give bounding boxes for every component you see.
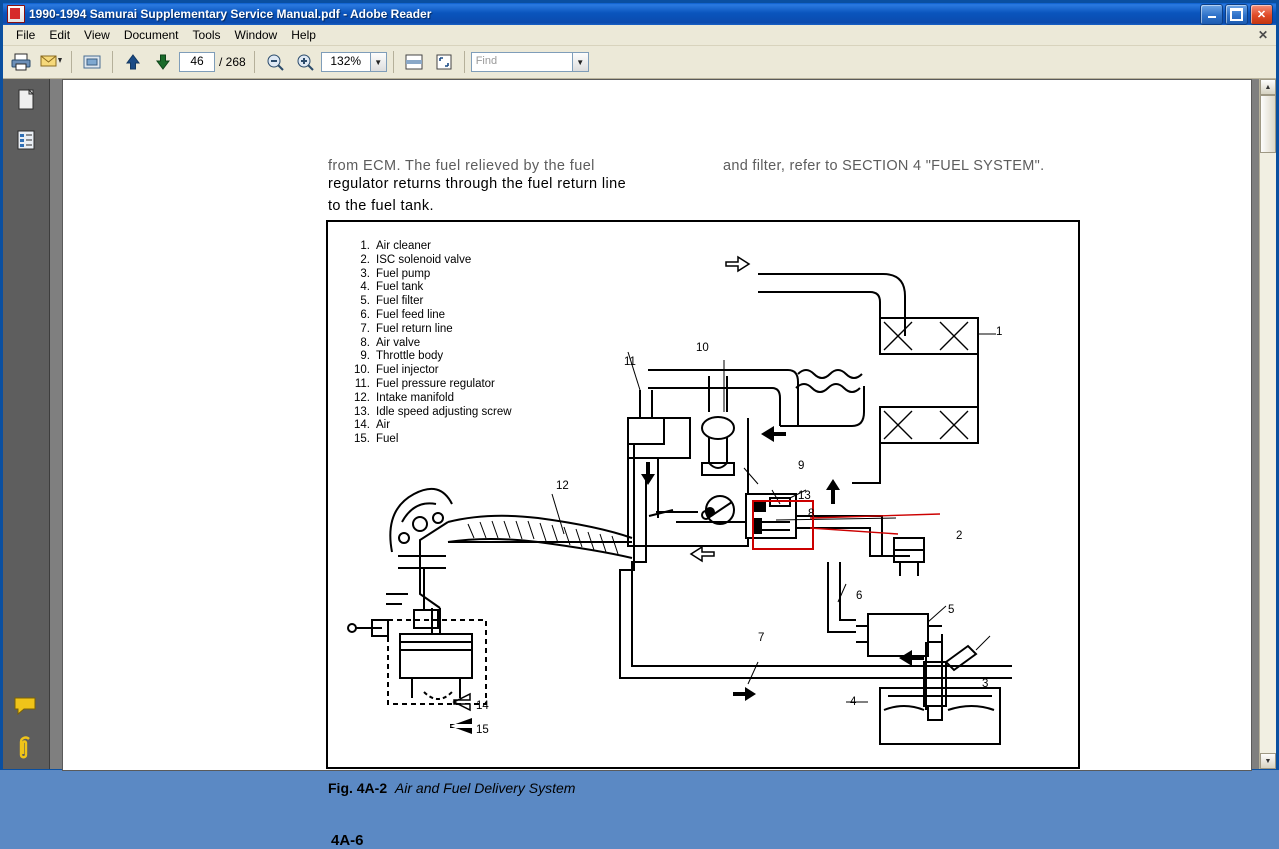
paragraph-line-2: regulator returns through the fuel return line (328, 176, 627, 192)
printer-icon (10, 52, 32, 72)
zoom-out-button[interactable] (261, 48, 289, 76)
callout-3: 3 (982, 678, 989, 690)
toolbar-separator-5 (464, 51, 465, 73)
comments-panel-button[interactable] (13, 693, 39, 719)
legend-item-4: 4. Fuel tank (360, 281, 424, 294)
arrow-down-icon (153, 52, 173, 72)
scroll-down-button[interactable]: ▼ (1260, 753, 1276, 769)
key-label-air: 14 (476, 700, 489, 712)
chevron-down-icon[interactable]: ▼ (371, 52, 387, 72)
fit-page-icon (433, 52, 455, 72)
pages-panel-button[interactable] (13, 87, 39, 113)
legend-item-5: 5. Fuel filter (360, 295, 424, 308)
paragraph-line-3: to the fuel tank. (328, 198, 434, 214)
minimize-button[interactable] (1200, 4, 1223, 25)
window-title: 1990-1994 Samurai Supplementary Service Manual.pdf - Adobe Reader (29, 7, 432, 21)
content-area (3, 79, 1276, 849)
menu-item-file[interactable]: File (16, 28, 36, 42)
figure-air-fuel-delivery-system (326, 220, 1080, 769)
email-icon (39, 52, 63, 72)
pages-panel-icon (15, 88, 37, 112)
page-footer-number: 4A-6 (331, 832, 364, 849)
zoom-out-icon (265, 52, 285, 72)
legend-item-8: 8. Air valve (360, 336, 421, 349)
figure-caption (328, 780, 575, 796)
callout-9: 9 (798, 460, 805, 472)
legend-item-13: 13. Idle speed adjusting screw (354, 405, 512, 418)
attachments-panel-button[interactable] (13, 735, 39, 761)
legend-item-2: 2. ISC solenoid valve (360, 253, 472, 266)
fit-width-icon (403, 52, 425, 72)
menu-bar (3, 25, 1276, 46)
legend-item-3: 3. Fuel pump (360, 267, 431, 280)
figure-caption-number: Fig. 4A-2 (328, 780, 388, 796)
zoom-in-icon (295, 52, 315, 72)
legend-item-12: 12. Intake manifold (354, 391, 454, 404)
figure-caption-text: Air and Fuel Delivery System (394, 780, 576, 796)
menu-item-window[interactable]: Window (234, 28, 278, 42)
key-label-fuel: 15 (476, 724, 489, 736)
document-view[interactable] (50, 79, 1259, 849)
callout-2: 2 (956, 530, 963, 542)
navigation-rail (3, 79, 50, 769)
toolbar-separator-1 (71, 51, 72, 73)
red-annotation-lines (328, 222, 1078, 767)
callout-1: 1 (996, 326, 1003, 338)
next-page-button[interactable] (149, 48, 177, 76)
callout-6: 6 (856, 590, 863, 602)
snapshot-button[interactable] (78, 48, 106, 76)
adobe-reader-icon (7, 5, 25, 23)
legend-item-6: 6. Fuel feed line (360, 308, 446, 321)
zoom-combo[interactable] (321, 52, 387, 72)
print-button[interactable] (7, 48, 35, 76)
legend-item-11: 11. Fuel pressure regulator (354, 377, 495, 390)
fit-width-button[interactable] (400, 48, 428, 76)
zoom-level-input[interactable]: 132% (321, 52, 371, 72)
legend-item-1: 1. Air cleaner (360, 240, 431, 252)
fit-page-button[interactable] (430, 48, 458, 76)
menu-item-help[interactable]: Help (291, 28, 316, 42)
callout-11: 11 (624, 356, 636, 368)
legend-item-10: 10. Fuel injector (354, 364, 439, 377)
toolbar-separator-4 (393, 51, 394, 73)
toolbar-separator-2 (112, 51, 113, 73)
maximize-button[interactable] (1225, 4, 1248, 25)
paperclip-icon (14, 735, 38, 761)
legend-item-14: 14. Air (354, 419, 391, 432)
scrollbar-thumb[interactable] (1260, 95, 1276, 153)
callout-8: 8 (808, 508, 815, 520)
paragraph-line-1: from ECM. The fuel relieved by the fuel (328, 158, 595, 174)
bookmarks-panel-button[interactable] (13, 127, 39, 153)
legend-item-9: 9. Throttle body (360, 350, 444, 363)
find-combo[interactable] (471, 52, 589, 72)
page-number-input[interactable]: 46 (179, 52, 215, 72)
callout-7: 7 (758, 632, 765, 644)
find-input[interactable]: Find (471, 52, 573, 72)
close-document-button[interactable]: ✕ (1257, 28, 1268, 42)
scrollbar-track[interactable] (1260, 95, 1276, 753)
pdf-page (62, 79, 1252, 849)
comments-icon (13, 695, 39, 717)
toolbar (3, 46, 1276, 79)
callout-4: 4 (850, 696, 857, 708)
callout-5: 5 (948, 604, 955, 616)
callout-10: 10 (696, 342, 709, 354)
callout-12: 12 (556, 480, 569, 492)
find-dropdown-icon[interactable]: ▼ (573, 52, 589, 72)
close-button[interactable]: ✕ (1250, 4, 1273, 25)
legend-item-15: 15. Fuel (354, 433, 399, 446)
window-buttons (1200, 4, 1274, 25)
legend-item-7: 7. Fuel return line (360, 322, 453, 335)
menu-item-document[interactable]: Document (123, 28, 179, 42)
bookmarks-panel-icon (15, 128, 37, 152)
menu-item-edit[interactable]: Edit (49, 28, 71, 42)
scroll-up-button[interactable]: ▲ (1260, 79, 1276, 95)
vertical-scrollbar[interactable] (1259, 79, 1276, 769)
arrow-up-icon (123, 52, 143, 72)
callout-13: 13 (798, 490, 811, 502)
email-button[interactable] (37, 48, 65, 76)
toolbar-separator-3 (254, 51, 255, 73)
zoom-in-button[interactable] (291, 48, 319, 76)
previous-page-button[interactable] (119, 48, 147, 76)
snapshot-icon (81, 52, 103, 72)
paragraph-right-line-1: and filter, refer to SECTION 4 "FUEL SYSTEM". (723, 158, 1045, 174)
title-bar (3, 3, 1276, 25)
menu-item-view[interactable]: View (84, 28, 110, 42)
navigation-rail-bottom (3, 693, 49, 761)
page-total-label: / 268 (219, 55, 246, 69)
menu-item-tools[interactable]: Tools (192, 28, 221, 42)
